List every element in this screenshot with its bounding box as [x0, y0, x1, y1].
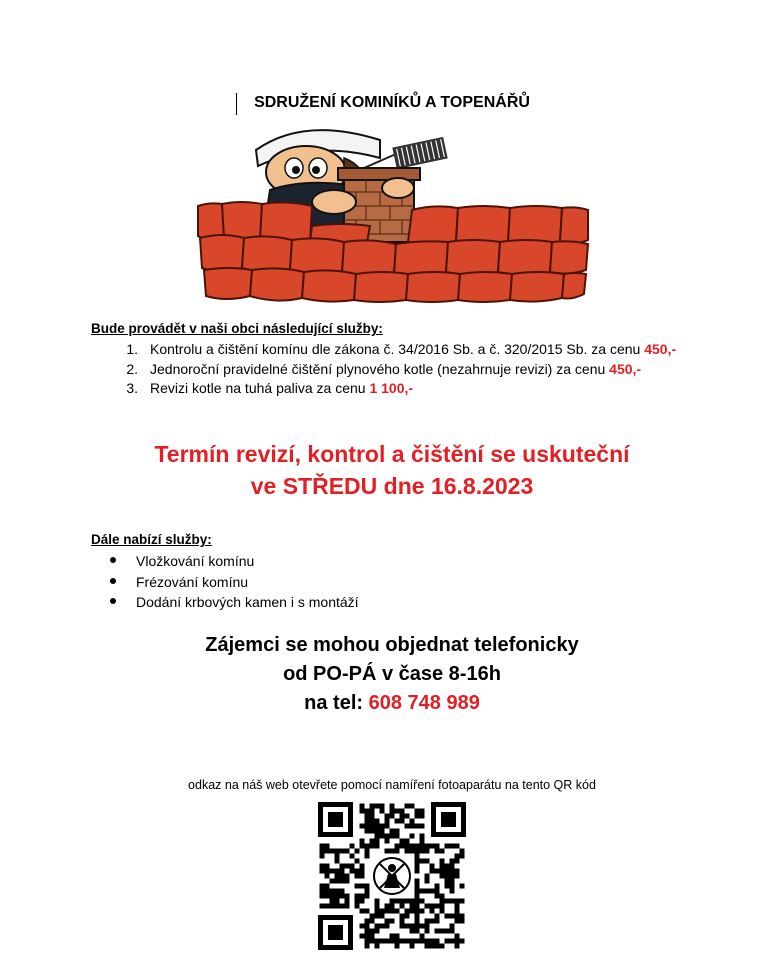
contact-phone-line: na tel: 608 748 989: [304, 692, 480, 714]
contact-line-1: Zájemci se mohou objednat telefonicky: [205, 634, 579, 656]
list-item: Dodání krbových kamen i s montáží: [110, 592, 359, 613]
price: 450,-: [609, 360, 642, 377]
list-item: 3. Revizi kotle na tuhá paliva za cenu 1 100,-: [126, 380, 414, 396]
bullet-icon: [110, 557, 116, 563]
list-item: 1. Kontrolu a čištění komínu dle zákona č. 34/2016 Sb. a č. 320/2015 Sb. za cenu 450,-: [126, 341, 677, 357]
price: 450,-: [644, 341, 677, 357]
page-title: SDRUŽENÍ KOMINÍKŮ A TOPENÁŘŮ: [254, 94, 530, 111]
qr-code-icon[interactable]: [318, 802, 466, 950]
price: 1 100,-: [369, 380, 414, 396]
chimney-sweep-logo-icon: [374, 858, 410, 894]
bullet-icon: [110, 598, 116, 604]
contact-block: [0, 631, 784, 718]
services-list: [91, 340, 676, 399]
list-item: Vložkování komínu: [110, 551, 359, 572]
contact-hours: od PO-PÁ v čase 8-16h: [283, 663, 501, 685]
list-item: 2. Jednoroční pravidelné čištění plynového kotle (nezahrnuje revizi) za cenu 450,-: [126, 360, 642, 377]
qr-caption: odkaz na náš web otevřete pomocí namíření fotoaparátu na tento QR kód: [188, 778, 596, 792]
extra-services-list: [110, 551, 359, 613]
phone-number: 608 748 989: [368, 692, 480, 714]
announcement-line-1: Termín revizí, kontrol a čištění se uskuteční: [154, 441, 630, 467]
list-item: Frézování komínu: [110, 572, 359, 593]
chimney-sweep-on-roof-illustration: [194, 118, 594, 304]
announcement: [0, 438, 784, 502]
extra-services-heading: Dále nabízí služby:: [91, 532, 212, 547]
bullet-icon: [110, 578, 116, 584]
announcement-date: ve STŘEDU dne 16.8.2023: [250, 473, 534, 499]
services-heading: Bude provádět v naši obci následující služby:: [91, 321, 383, 336]
